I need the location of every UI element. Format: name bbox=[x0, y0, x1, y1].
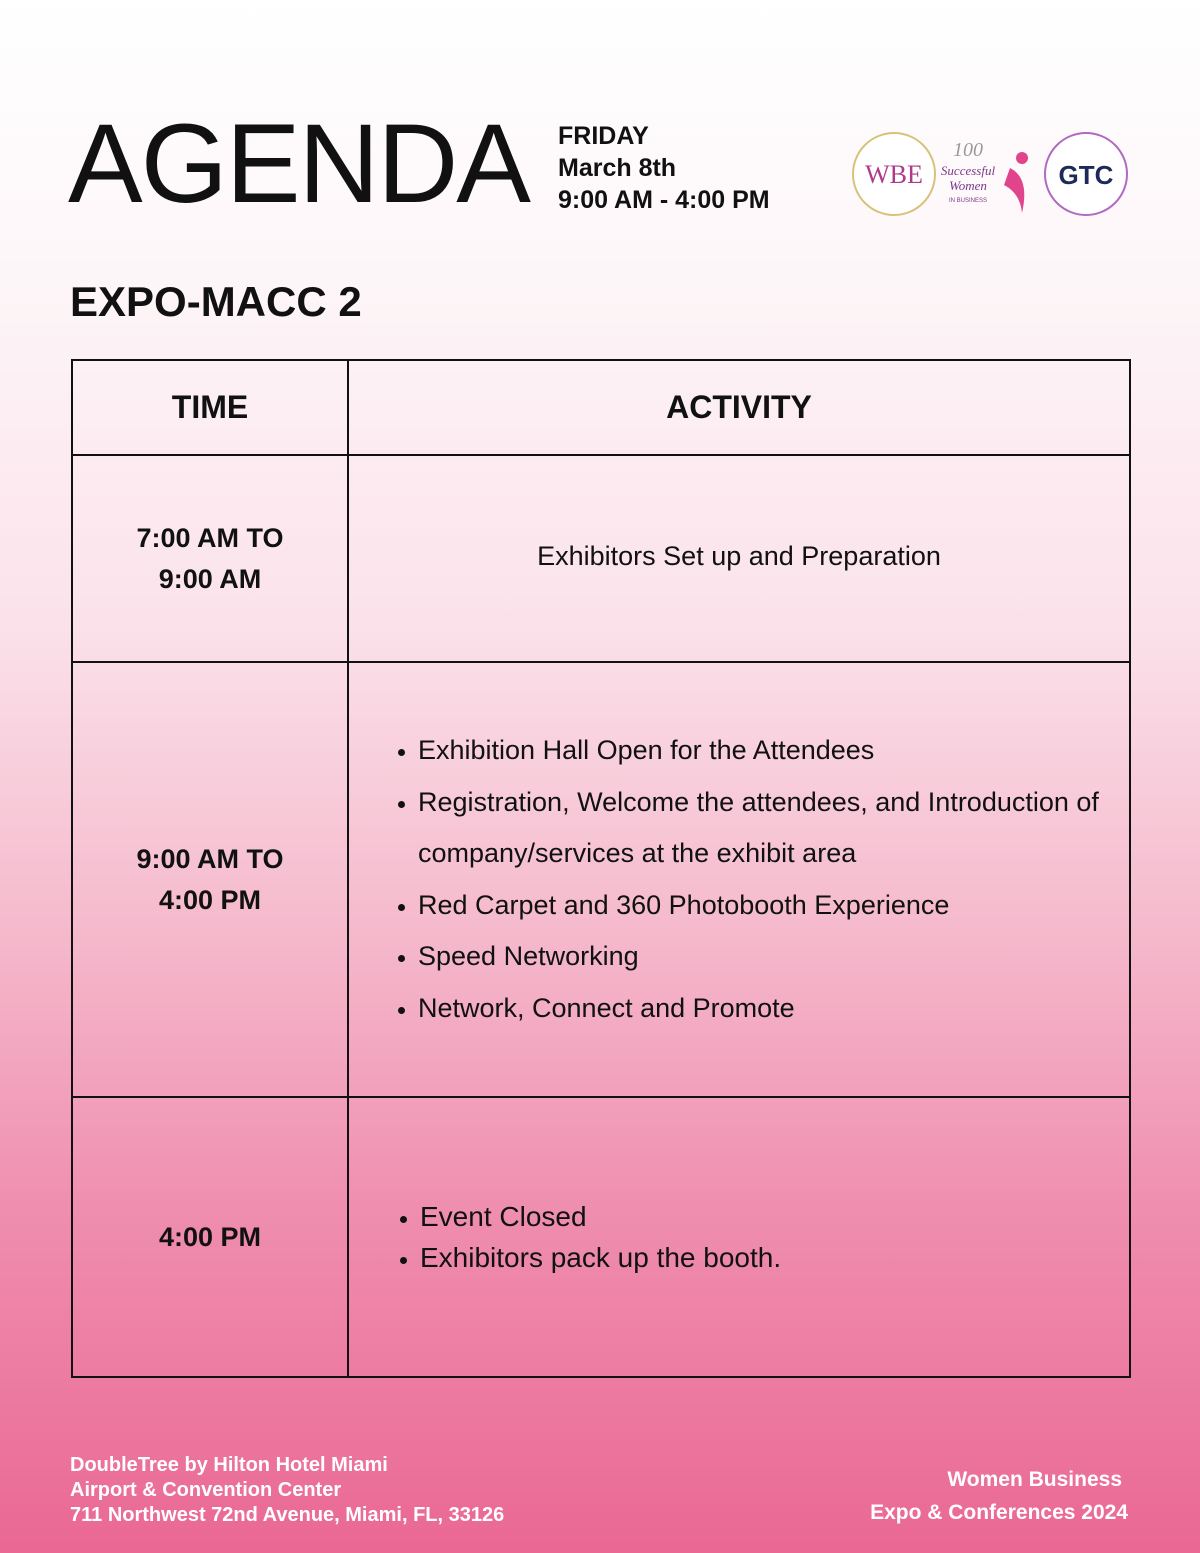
svg-text:Successful: Successful bbox=[940, 163, 996, 178]
wbe-logo: WBE bbox=[865, 160, 923, 189]
list-item: • Event Closed bbox=[420, 1196, 1128, 1237]
venue-address: DoubleTree by Hilton Hotel Miami Airport & Convention Center 711 Northwest 72nd Avenue, Miami, FL, 33126 bbox=[70, 1454, 505, 1526]
time-cell: 9:00 AM TO 4:00 PM bbox=[72, 662, 348, 1097]
table-header bbox=[72, 360, 1130, 455]
list-item: • Network, Connect and Promote bbox=[418, 983, 1110, 1035]
event-date bbox=[558, 120, 770, 216]
day: FRIDAY bbox=[558, 122, 649, 150]
time-header: TIME bbox=[72, 360, 348, 455]
page-title: AGENDA bbox=[68, 101, 529, 226]
hours: 9:00 AM - 4:00 PM bbox=[558, 186, 770, 214]
activity-header: ACTIVITY bbox=[348, 360, 1130, 455]
gtc-logo: GTC bbox=[1058, 160, 1114, 190]
time-cell: 7:00 AM TO 9:00 AM bbox=[72, 455, 348, 662]
svg-text:Women: Women bbox=[949, 178, 987, 193]
subtitle: EXPO-MACC 2 bbox=[70, 278, 362, 325]
list-item: • Exhibition Hall Open for the Attendees bbox=[418, 725, 1110, 777]
event-name: Women Business Expo & Conferences 2024 bbox=[870, 1468, 1128, 1524]
list-item: • Speed Networking bbox=[418, 931, 1110, 983]
agenda-table bbox=[71, 359, 1131, 1378]
table-row bbox=[72, 455, 1130, 662]
table-row bbox=[72, 662, 1130, 1097]
date: March 8th bbox=[558, 154, 677, 182]
activity-cell bbox=[348, 662, 1130, 1097]
svg-text:IN BUSINESS: IN BUSINESS bbox=[948, 198, 988, 204]
activity-cell bbox=[348, 1097, 1130, 1377]
sponsor-logos bbox=[850, 128, 1130, 220]
list-item: • Red Carpet and 360 Photobooth Experience bbox=[418, 880, 1110, 932]
list-item: • Registration, Welcome the attendees, and Introduction of company/services at the exhibit area bbox=[418, 777, 1110, 880]
svg-text:100: 100 bbox=[953, 139, 983, 161]
time-cell: 4:00 PM bbox=[72, 1097, 348, 1377]
list-item: • Exhibitors pack up the booth. bbox=[420, 1237, 1128, 1278]
table-row bbox=[72, 1097, 1130, 1377]
activity-cell: Exhibitors Set up and Preparation bbox=[348, 455, 1130, 662]
